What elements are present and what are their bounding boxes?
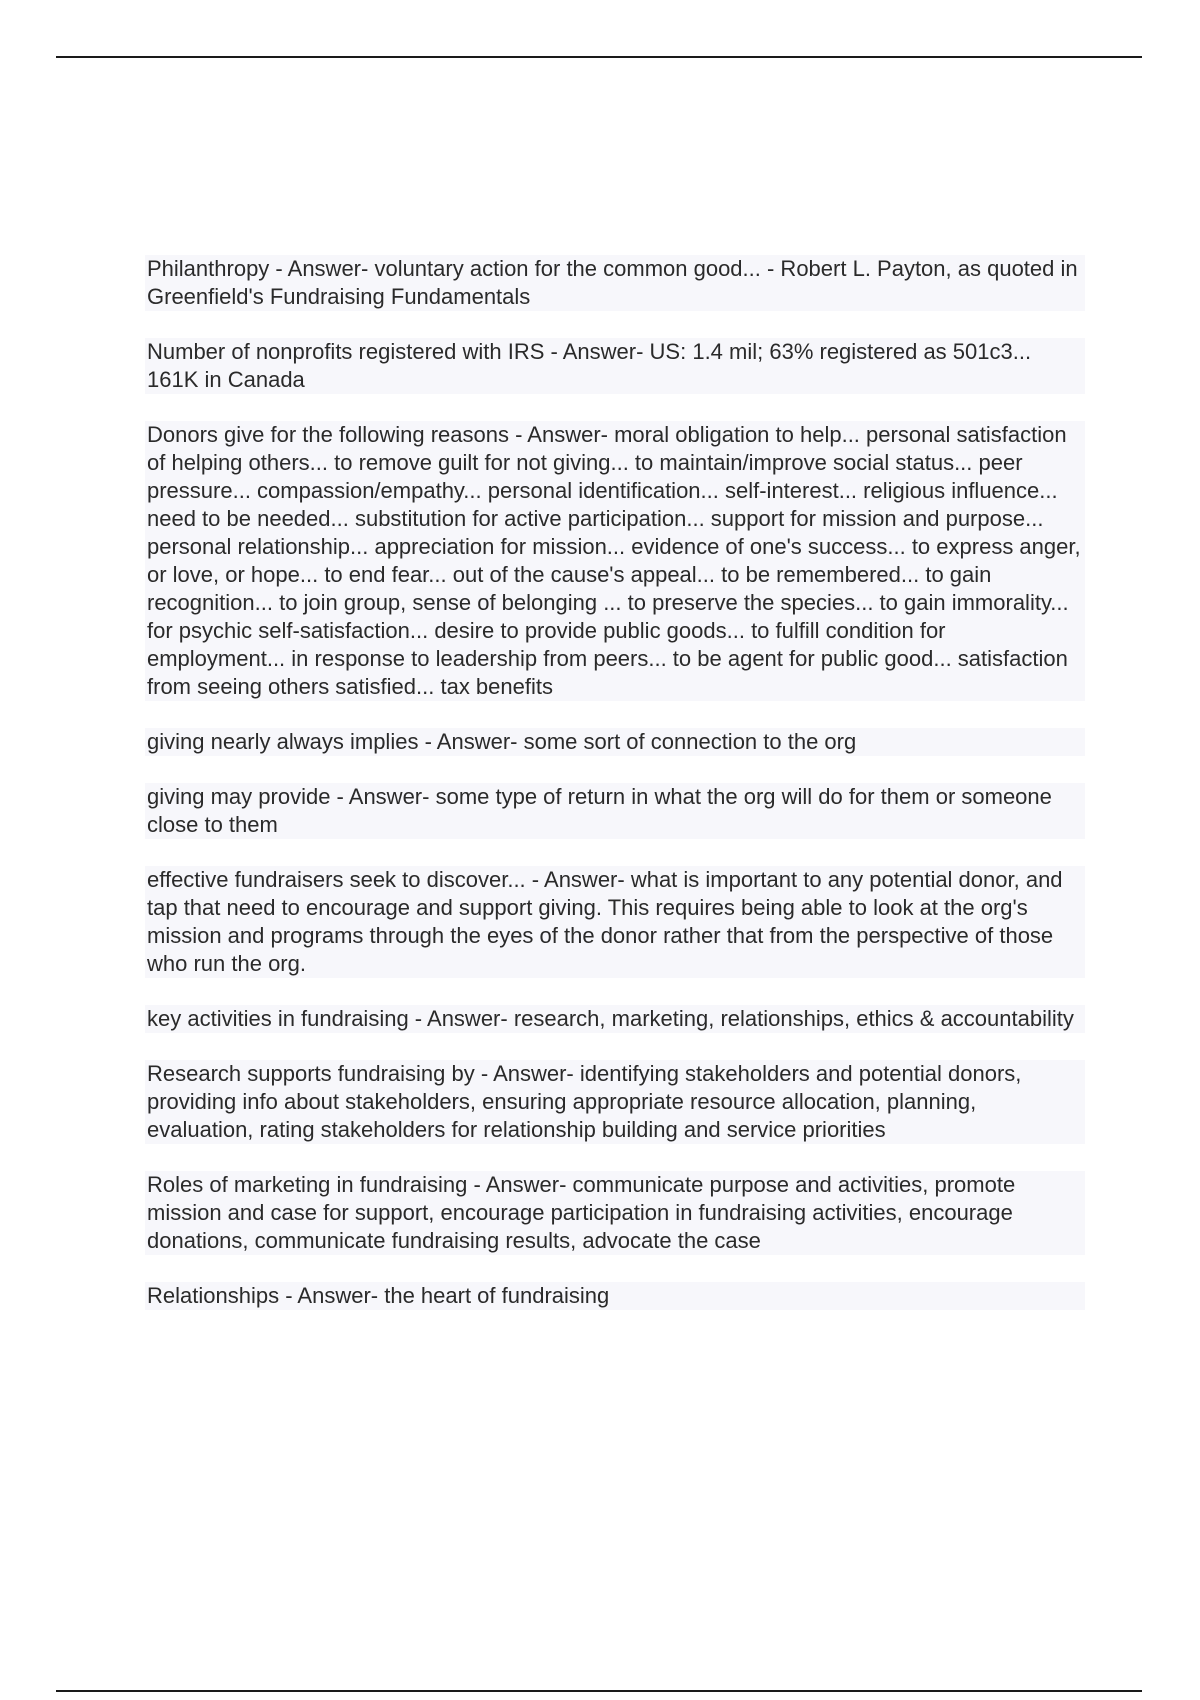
entry-separator: - Answer- [418,729,524,754]
entry-separator: - Answer- [330,784,436,809]
flashcard-entry [145,255,1085,311]
entry-term: effective fundraisers seek to discover... [147,867,526,892]
flashcard-entry [145,783,1085,839]
entry-answer: identifying stakeholders and potential donors, providing info about stakeholders, ensuring appropriate resource allocation, planning, evaluation, rating stakeholders for relationship building and service priorities [147,1061,1022,1142]
flashcard-entry [145,421,1085,701]
entry-separator: - Answer- [525,867,631,892]
flashcard-entry [145,866,1085,978]
entry-term: key activities in fundraising [147,1006,409,1031]
entry-term: Number of nonprofits registered with IRS [147,339,545,364]
flashcard-entry [145,1282,1085,1310]
entry-term: Roles of marketing in fundraising [147,1172,468,1197]
flashcard-list [145,255,1085,1337]
flashcard-entry [145,728,1085,756]
entry-term: Donors give for the following reasons [147,422,509,447]
entry-answer: what is important to any potential donor, and tap that need to encourage and support giving. This requires being able to look at the org's mission and programs through the eyes of the donor rather that from the perspective of those who run the org. [147,867,1063,976]
entry-term: Philanthropy [147,256,270,281]
entry-answer: some sort of connection to the org [523,729,857,754]
entry-answer: moral obligation to help... personal satisfaction of helping others... to remove guilt for not giving... to maintain/improve social status... peer pressure... compassion/empathy... personal identification... self-interest... religious influence... need to be needed... substitution for active participation... support for mission and purpose... personal relationship... appreciation for mission... evidence of one's success... to express anger, or love, or hope... to end fear... out of the cause's appeal... to be remembered... to gain recognition... to join group, sense of belonging ... to preserve the species... to gain immorality... for psychic self-satisfaction... desire to provide public goods... to fulfill condition for employment... in response to leadership from peers... to be agent for public good... satisfaction from seeing others satisfied... tax benefits [147,422,1081,699]
entry-separator: - Answer- [467,1172,573,1197]
entry-separator: - Answer- [544,339,650,364]
flashcard-entry [145,338,1085,394]
flashcard-entry [145,1060,1085,1144]
entry-answer: US: 1.4 mil; 63% registered as 501c3... 161K in Canada [147,339,1032,392]
flashcard-entry [145,1171,1085,1255]
entry-term: giving may provide [147,784,331,809]
entry-separator: - Answer- [269,256,375,281]
entry-separator: - Answer- [408,1006,514,1031]
entry-answer: some type of return in what the org will do for them or someone close to them [147,784,1052,837]
entry-term: Research supports fundraising by [147,1061,475,1086]
entry-answer: communicate purpose and activities, promote mission and case for support, encourage participation in fundraising activities, encourage donations, communicate fundraising results, advocate the case [147,1172,1016,1253]
entry-separator: - Answer- [508,422,615,447]
entry-term: giving nearly always implies [147,729,419,754]
entry-answer: research, marketing, relationships, ethics & accountability [513,1006,1074,1031]
entry-term: Relationships [147,1283,280,1308]
entry-answer: the heart of fundraising [384,1283,610,1308]
flashcard-entry [145,1005,1085,1033]
entry-separator: - Answer- [279,1283,385,1308]
entry-separator: - Answer- [474,1061,580,1086]
entry-answer: voluntary action for the common good... - Robert L. Payton, as quoted in Greenfield's Fundraising Fundamentals [147,256,1078,309]
header-rule [56,56,1142,58]
footer-rule [56,1690,1142,1692]
